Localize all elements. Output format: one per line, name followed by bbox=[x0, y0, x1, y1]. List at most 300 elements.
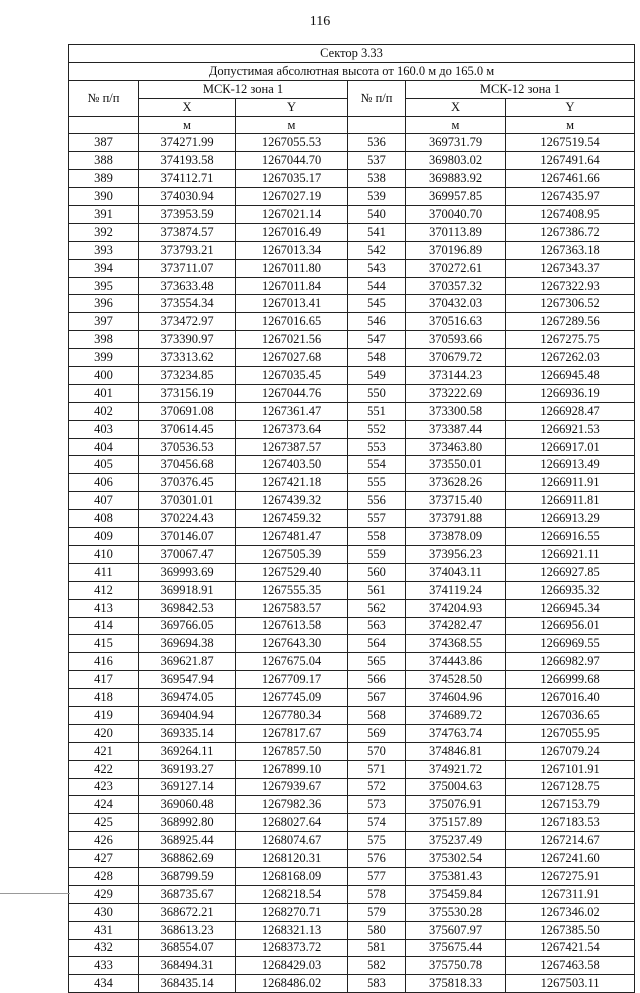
x-coordinate: 370593.66 bbox=[406, 331, 506, 349]
point-number: 579 bbox=[348, 903, 406, 921]
x-coordinate: 370040.70 bbox=[406, 206, 506, 224]
x-coordinate: 375237.49 bbox=[406, 832, 506, 850]
y-coordinate: 1267899.10 bbox=[236, 760, 348, 778]
y-coordinate: 1266927.85 bbox=[506, 563, 635, 581]
point-number: 576 bbox=[348, 850, 406, 868]
x-coordinate: 375607.97 bbox=[406, 921, 506, 939]
y-coordinate: 1267016.65 bbox=[236, 313, 348, 331]
x-coordinate: 370272.61 bbox=[406, 259, 506, 277]
x-coordinate: 370146.07 bbox=[139, 528, 236, 546]
point-number: 395 bbox=[69, 277, 139, 295]
point-number: 434 bbox=[69, 975, 139, 993]
point-number: 407 bbox=[69, 492, 139, 510]
point-number: 411 bbox=[69, 563, 139, 581]
point-number: 387 bbox=[69, 134, 139, 152]
point-number: 410 bbox=[69, 545, 139, 563]
right-y-unit: м bbox=[506, 116, 635, 134]
y-coordinate: 1267939.67 bbox=[236, 778, 348, 796]
y-coordinate: 1266911.81 bbox=[506, 492, 635, 510]
point-number: 425 bbox=[69, 814, 139, 832]
y-coordinate: 1267363.18 bbox=[506, 241, 635, 259]
table-row bbox=[69, 689, 635, 707]
table-row bbox=[69, 438, 635, 456]
table-row bbox=[69, 259, 635, 277]
point-number: 397 bbox=[69, 313, 139, 331]
point-number: 567 bbox=[348, 689, 406, 707]
table-row bbox=[69, 152, 635, 170]
y-coordinate: 1267183.53 bbox=[506, 814, 635, 832]
point-number: 404 bbox=[69, 438, 139, 456]
point-number: 419 bbox=[69, 706, 139, 724]
point-number: 553 bbox=[348, 438, 406, 456]
point-number: 550 bbox=[348, 384, 406, 402]
point-number: 572 bbox=[348, 778, 406, 796]
x-coordinate: 373711.07 bbox=[139, 259, 236, 277]
table-row bbox=[69, 814, 635, 832]
y-coordinate: 1267613.58 bbox=[236, 617, 348, 635]
table-row bbox=[69, 921, 635, 939]
x-coordinate: 374193.58 bbox=[139, 152, 236, 170]
y-coordinate: 1267241.60 bbox=[506, 850, 635, 868]
x-coordinate: 373554.34 bbox=[139, 295, 236, 313]
table-row bbox=[69, 742, 635, 760]
point-number: 560 bbox=[348, 563, 406, 581]
x-coordinate: 374043.11 bbox=[406, 563, 506, 581]
point-number: 408 bbox=[69, 510, 139, 528]
point-number: 393 bbox=[69, 241, 139, 259]
point-number: 402 bbox=[69, 402, 139, 420]
point-number: 538 bbox=[348, 170, 406, 188]
y-coordinate: 1267016.49 bbox=[236, 223, 348, 241]
point-number: 418 bbox=[69, 689, 139, 707]
y-coordinate: 1267027.19 bbox=[236, 188, 348, 206]
right-num-header: № п/п bbox=[348, 80, 406, 116]
point-number: 536 bbox=[348, 134, 406, 152]
y-coordinate: 1266921.11 bbox=[506, 545, 635, 563]
y-coordinate: 1267461.66 bbox=[506, 170, 635, 188]
y-coordinate: 1267519.54 bbox=[506, 134, 635, 152]
table-row bbox=[69, 456, 635, 474]
point-number: 414 bbox=[69, 617, 139, 635]
unit-spacer bbox=[69, 116, 139, 134]
y-coordinate: 1268120.31 bbox=[236, 850, 348, 868]
table-row bbox=[69, 850, 635, 868]
table-row bbox=[69, 510, 635, 528]
point-number: 577 bbox=[348, 867, 406, 885]
y-coordinate: 1267311.91 bbox=[506, 885, 635, 903]
x-coordinate: 370376.45 bbox=[139, 474, 236, 492]
x-coordinate: 370301.01 bbox=[139, 492, 236, 510]
table-row bbox=[69, 581, 635, 599]
point-number: 390 bbox=[69, 188, 139, 206]
point-number: 573 bbox=[348, 796, 406, 814]
table-row bbox=[69, 313, 635, 331]
point-number: 413 bbox=[69, 599, 139, 617]
y-coordinate: 1266969.55 bbox=[506, 635, 635, 653]
y-coordinate: 1267408.95 bbox=[506, 206, 635, 224]
point-number: 392 bbox=[69, 223, 139, 241]
y-coordinate: 1267027.68 bbox=[236, 349, 348, 367]
right-x-unit: м bbox=[406, 116, 506, 134]
y-coordinate: 1267709.17 bbox=[236, 671, 348, 689]
y-coordinate: 1268486.02 bbox=[236, 975, 348, 993]
table-row bbox=[69, 903, 635, 921]
x-coordinate: 374689.72 bbox=[406, 706, 506, 724]
table-row bbox=[69, 170, 635, 188]
y-coordinate: 1266916.55 bbox=[506, 528, 635, 546]
table-row bbox=[69, 277, 635, 295]
y-coordinate: 1267459.32 bbox=[236, 510, 348, 528]
x-coordinate: 374030.94 bbox=[139, 188, 236, 206]
y-coordinate: 1266913.29 bbox=[506, 510, 635, 528]
x-coordinate: 375459.84 bbox=[406, 885, 506, 903]
table-row bbox=[69, 939, 635, 957]
left-num-header: № п/п bbox=[69, 80, 139, 116]
point-number: 400 bbox=[69, 367, 139, 385]
y-coordinate: 1267463.58 bbox=[506, 957, 635, 975]
x-coordinate: 375302.54 bbox=[406, 850, 506, 868]
table-row bbox=[69, 420, 635, 438]
y-coordinate: 1266999.68 bbox=[506, 671, 635, 689]
height-range-title: Допустимая абсолютная высота от 160.0 м до 165.0 м bbox=[69, 62, 635, 80]
point-number: 570 bbox=[348, 742, 406, 760]
x-coordinate: 375004.63 bbox=[406, 778, 506, 796]
point-number: 548 bbox=[348, 349, 406, 367]
x-coordinate: 373222.69 bbox=[406, 384, 506, 402]
y-coordinate: 1267346.02 bbox=[506, 903, 635, 921]
y-coordinate: 1267529.40 bbox=[236, 563, 348, 581]
x-coordinate: 368992.80 bbox=[139, 814, 236, 832]
x-coordinate: 369883.92 bbox=[406, 170, 506, 188]
point-number: 539 bbox=[348, 188, 406, 206]
point-number: 568 bbox=[348, 706, 406, 724]
y-coordinate: 1267503.11 bbox=[506, 975, 635, 993]
table-row bbox=[69, 545, 635, 563]
point-number: 554 bbox=[348, 456, 406, 474]
y-coordinate: 1267555.35 bbox=[236, 581, 348, 599]
x-coordinate: 373472.97 bbox=[139, 313, 236, 331]
x-coordinate: 374528.50 bbox=[406, 671, 506, 689]
y-coordinate: 1267214.67 bbox=[506, 832, 635, 850]
x-coordinate: 369193.27 bbox=[139, 760, 236, 778]
table-row bbox=[69, 885, 635, 903]
point-number: 583 bbox=[348, 975, 406, 993]
left-x-unit: м bbox=[139, 116, 236, 134]
point-number: 546 bbox=[348, 313, 406, 331]
y-coordinate: 1267439.32 bbox=[236, 492, 348, 510]
table-row bbox=[69, 474, 635, 492]
table-row bbox=[69, 188, 635, 206]
point-number: 555 bbox=[348, 474, 406, 492]
point-number: 399 bbox=[69, 349, 139, 367]
y-coordinate: 1268074.67 bbox=[236, 832, 348, 850]
x-coordinate: 374282.47 bbox=[406, 617, 506, 635]
x-coordinate: 373387.44 bbox=[406, 420, 506, 438]
y-coordinate: 1267373.64 bbox=[236, 420, 348, 438]
point-number: 428 bbox=[69, 867, 139, 885]
y-coordinate: 1267153.79 bbox=[506, 796, 635, 814]
point-number: 421 bbox=[69, 742, 139, 760]
y-coordinate: 1267857.50 bbox=[236, 742, 348, 760]
point-number: 396 bbox=[69, 295, 139, 313]
y-coordinate: 1267361.47 bbox=[236, 402, 348, 420]
y-coordinate: 1267011.84 bbox=[236, 277, 348, 295]
y-coordinate: 1267128.75 bbox=[506, 778, 635, 796]
unit-spacer bbox=[348, 116, 406, 134]
y-coordinate: 1267435.97 bbox=[506, 188, 635, 206]
x-coordinate: 375675.44 bbox=[406, 939, 506, 957]
point-number: 556 bbox=[348, 492, 406, 510]
y-coordinate: 1267013.34 bbox=[236, 241, 348, 259]
x-coordinate: 370456.68 bbox=[139, 456, 236, 474]
table-row bbox=[69, 867, 635, 885]
y-coordinate: 1267289.56 bbox=[506, 313, 635, 331]
x-coordinate: 369694.38 bbox=[139, 635, 236, 653]
x-coordinate: 368435.14 bbox=[139, 975, 236, 993]
point-number: 575 bbox=[348, 832, 406, 850]
x-coordinate: 375381.43 bbox=[406, 867, 506, 885]
x-coordinate: 369918.91 bbox=[139, 581, 236, 599]
point-number: 406 bbox=[69, 474, 139, 492]
point-number: 409 bbox=[69, 528, 139, 546]
point-number: 431 bbox=[69, 921, 139, 939]
x-coordinate: 368494.31 bbox=[139, 957, 236, 975]
x-coordinate: 373300.58 bbox=[406, 402, 506, 420]
x-coordinate: 374204.93 bbox=[406, 599, 506, 617]
y-coordinate: 1268321.13 bbox=[236, 921, 348, 939]
table-row bbox=[69, 134, 635, 152]
y-coordinate: 1266917.01 bbox=[506, 438, 635, 456]
point-number: 429 bbox=[69, 885, 139, 903]
y-coordinate: 1268218.54 bbox=[236, 885, 348, 903]
y-coordinate: 1267385.50 bbox=[506, 921, 635, 939]
x-coordinate: 373878.09 bbox=[406, 528, 506, 546]
point-number: 569 bbox=[348, 724, 406, 742]
x-coordinate: 373633.48 bbox=[139, 277, 236, 295]
point-number: 561 bbox=[348, 581, 406, 599]
y-coordinate: 1267643.30 bbox=[236, 635, 348, 653]
x-coordinate: 375818.33 bbox=[406, 975, 506, 993]
table-row bbox=[69, 349, 635, 367]
x-coordinate: 369060.48 bbox=[139, 796, 236, 814]
y-coordinate: 1267817.67 bbox=[236, 724, 348, 742]
table-row bbox=[69, 653, 635, 671]
y-coordinate: 1266935.32 bbox=[506, 581, 635, 599]
table-row bbox=[69, 206, 635, 224]
y-coordinate: 1267386.72 bbox=[506, 223, 635, 241]
y-coordinate: 1267101.91 bbox=[506, 760, 635, 778]
x-coordinate: 373715.40 bbox=[406, 492, 506, 510]
y-coordinate: 1267016.40 bbox=[506, 689, 635, 707]
left-zone-header: МСК-12 зона 1 bbox=[139, 80, 348, 98]
table-row bbox=[69, 975, 635, 993]
point-number: 423 bbox=[69, 778, 139, 796]
table-row bbox=[69, 635, 635, 653]
y-coordinate: 1267780.34 bbox=[236, 706, 348, 724]
x-coordinate: 375157.89 bbox=[406, 814, 506, 832]
x-coordinate: 374846.81 bbox=[406, 742, 506, 760]
point-number: 394 bbox=[69, 259, 139, 277]
y-coordinate: 1267583.57 bbox=[236, 599, 348, 617]
point-number: 417 bbox=[69, 671, 139, 689]
x-coordinate: 370357.32 bbox=[406, 277, 506, 295]
y-coordinate: 1267343.37 bbox=[506, 259, 635, 277]
table-row bbox=[69, 671, 635, 689]
x-coordinate: 370516.63 bbox=[406, 313, 506, 331]
point-number: 545 bbox=[348, 295, 406, 313]
point-number: 430 bbox=[69, 903, 139, 921]
point-number: 426 bbox=[69, 832, 139, 850]
point-number: 542 bbox=[348, 241, 406, 259]
table-row bbox=[69, 724, 635, 742]
table-row bbox=[69, 223, 635, 241]
table-row bbox=[69, 563, 635, 581]
point-number: 416 bbox=[69, 653, 139, 671]
point-number: 541 bbox=[348, 223, 406, 241]
x-coordinate: 374921.72 bbox=[406, 760, 506, 778]
point-number: 540 bbox=[348, 206, 406, 224]
corner-line bbox=[0, 893, 70, 894]
left-y-unit: м bbox=[236, 116, 348, 134]
point-number: 433 bbox=[69, 957, 139, 975]
x-coordinate: 374763.74 bbox=[406, 724, 506, 742]
x-coordinate: 373234.85 bbox=[139, 367, 236, 385]
point-number: 432 bbox=[69, 939, 139, 957]
x-coordinate: 369127.14 bbox=[139, 778, 236, 796]
x-coordinate: 370067.47 bbox=[139, 545, 236, 563]
point-number: 405 bbox=[69, 456, 139, 474]
x-coordinate: 374604.96 bbox=[406, 689, 506, 707]
point-number: 559 bbox=[348, 545, 406, 563]
y-coordinate: 1267011.80 bbox=[236, 259, 348, 277]
y-coordinate: 1267036.65 bbox=[506, 706, 635, 724]
y-coordinate: 1266956.01 bbox=[506, 617, 635, 635]
y-coordinate: 1266982.97 bbox=[506, 653, 635, 671]
y-coordinate: 1267982.36 bbox=[236, 796, 348, 814]
y-coordinate: 1267044.70 bbox=[236, 152, 348, 170]
x-coordinate: 375076.91 bbox=[406, 796, 506, 814]
x-coordinate: 374443.86 bbox=[406, 653, 506, 671]
point-number: 566 bbox=[348, 671, 406, 689]
coordinates-table bbox=[68, 44, 635, 993]
table-row bbox=[69, 331, 635, 349]
x-coordinate: 370679.72 bbox=[406, 349, 506, 367]
x-coordinate: 373390.97 bbox=[139, 331, 236, 349]
x-coordinate: 373874.57 bbox=[139, 223, 236, 241]
x-coordinate: 373953.59 bbox=[139, 206, 236, 224]
table-row bbox=[69, 706, 635, 724]
point-number: 398 bbox=[69, 331, 139, 349]
y-coordinate: 1267387.57 bbox=[236, 438, 348, 456]
x-coordinate: 368799.59 bbox=[139, 867, 236, 885]
right-y-header: Y bbox=[506, 98, 635, 116]
x-coordinate: 369547.94 bbox=[139, 671, 236, 689]
point-number: 537 bbox=[348, 152, 406, 170]
x-coordinate: 373550.01 bbox=[406, 456, 506, 474]
y-coordinate: 1267013.41 bbox=[236, 295, 348, 313]
table-row bbox=[69, 367, 635, 385]
table-row bbox=[69, 599, 635, 617]
y-coordinate: 1267044.76 bbox=[236, 384, 348, 402]
y-coordinate: 1267021.56 bbox=[236, 331, 348, 349]
x-coordinate: 369335.14 bbox=[139, 724, 236, 742]
y-coordinate: 1268429.03 bbox=[236, 957, 348, 975]
x-coordinate: 373628.26 bbox=[406, 474, 506, 492]
table-row bbox=[69, 492, 635, 510]
x-coordinate: 369474.05 bbox=[139, 689, 236, 707]
right-zone-header: МСК-12 зона 1 bbox=[406, 80, 635, 98]
x-coordinate: 369264.11 bbox=[139, 742, 236, 760]
point-number: 574 bbox=[348, 814, 406, 832]
y-coordinate: 1267055.53 bbox=[236, 134, 348, 152]
x-coordinate: 369957.85 bbox=[406, 188, 506, 206]
x-coordinate: 370614.45 bbox=[139, 420, 236, 438]
x-coordinate: 373463.80 bbox=[406, 438, 506, 456]
point-number: 543 bbox=[348, 259, 406, 277]
y-coordinate: 1267675.04 bbox=[236, 653, 348, 671]
y-coordinate: 1268168.09 bbox=[236, 867, 348, 885]
point-number: 412 bbox=[69, 581, 139, 599]
point-number: 571 bbox=[348, 760, 406, 778]
point-number: 549 bbox=[348, 367, 406, 385]
table-row bbox=[69, 241, 635, 259]
table-row bbox=[69, 295, 635, 313]
table-row bbox=[69, 957, 635, 975]
x-coordinate: 369404.94 bbox=[139, 706, 236, 724]
y-coordinate: 1267745.09 bbox=[236, 689, 348, 707]
x-coordinate: 369803.02 bbox=[406, 152, 506, 170]
point-number: 391 bbox=[69, 206, 139, 224]
y-coordinate: 1267481.47 bbox=[236, 528, 348, 546]
x-coordinate: 369766.05 bbox=[139, 617, 236, 635]
right-x-header: X bbox=[406, 98, 506, 116]
left-y-header: Y bbox=[236, 98, 348, 116]
y-coordinate: 1267505.39 bbox=[236, 545, 348, 563]
y-coordinate: 1267035.45 bbox=[236, 367, 348, 385]
point-number: 420 bbox=[69, 724, 139, 742]
x-coordinate: 368735.67 bbox=[139, 885, 236, 903]
x-coordinate: 370224.43 bbox=[139, 510, 236, 528]
point-number: 565 bbox=[348, 653, 406, 671]
point-number: 562 bbox=[348, 599, 406, 617]
point-number: 544 bbox=[348, 277, 406, 295]
y-coordinate: 1267275.91 bbox=[506, 867, 635, 885]
x-coordinate: 370536.53 bbox=[139, 438, 236, 456]
y-coordinate: 1268270.71 bbox=[236, 903, 348, 921]
x-coordinate: 370196.89 bbox=[406, 241, 506, 259]
x-coordinate: 369993.69 bbox=[139, 563, 236, 581]
point-number: 424 bbox=[69, 796, 139, 814]
table-row bbox=[69, 778, 635, 796]
x-coordinate: 368554.07 bbox=[139, 939, 236, 957]
x-coordinate: 373956.23 bbox=[406, 545, 506, 563]
x-coordinate: 369621.87 bbox=[139, 653, 236, 671]
x-coordinate: 369731.79 bbox=[406, 134, 506, 152]
point-number: 552 bbox=[348, 420, 406, 438]
point-number: 557 bbox=[348, 510, 406, 528]
x-coordinate: 374119.24 bbox=[406, 581, 506, 599]
y-coordinate: 1266945.48 bbox=[506, 367, 635, 385]
x-coordinate: 374112.71 bbox=[139, 170, 236, 188]
y-coordinate: 1266911.91 bbox=[506, 474, 635, 492]
x-coordinate: 374271.99 bbox=[139, 134, 236, 152]
y-coordinate: 1267021.14 bbox=[236, 206, 348, 224]
point-number: 580 bbox=[348, 921, 406, 939]
x-coordinate: 373156.19 bbox=[139, 384, 236, 402]
x-coordinate: 375750.78 bbox=[406, 957, 506, 975]
y-coordinate: 1267035.17 bbox=[236, 170, 348, 188]
point-number: 551 bbox=[348, 402, 406, 420]
